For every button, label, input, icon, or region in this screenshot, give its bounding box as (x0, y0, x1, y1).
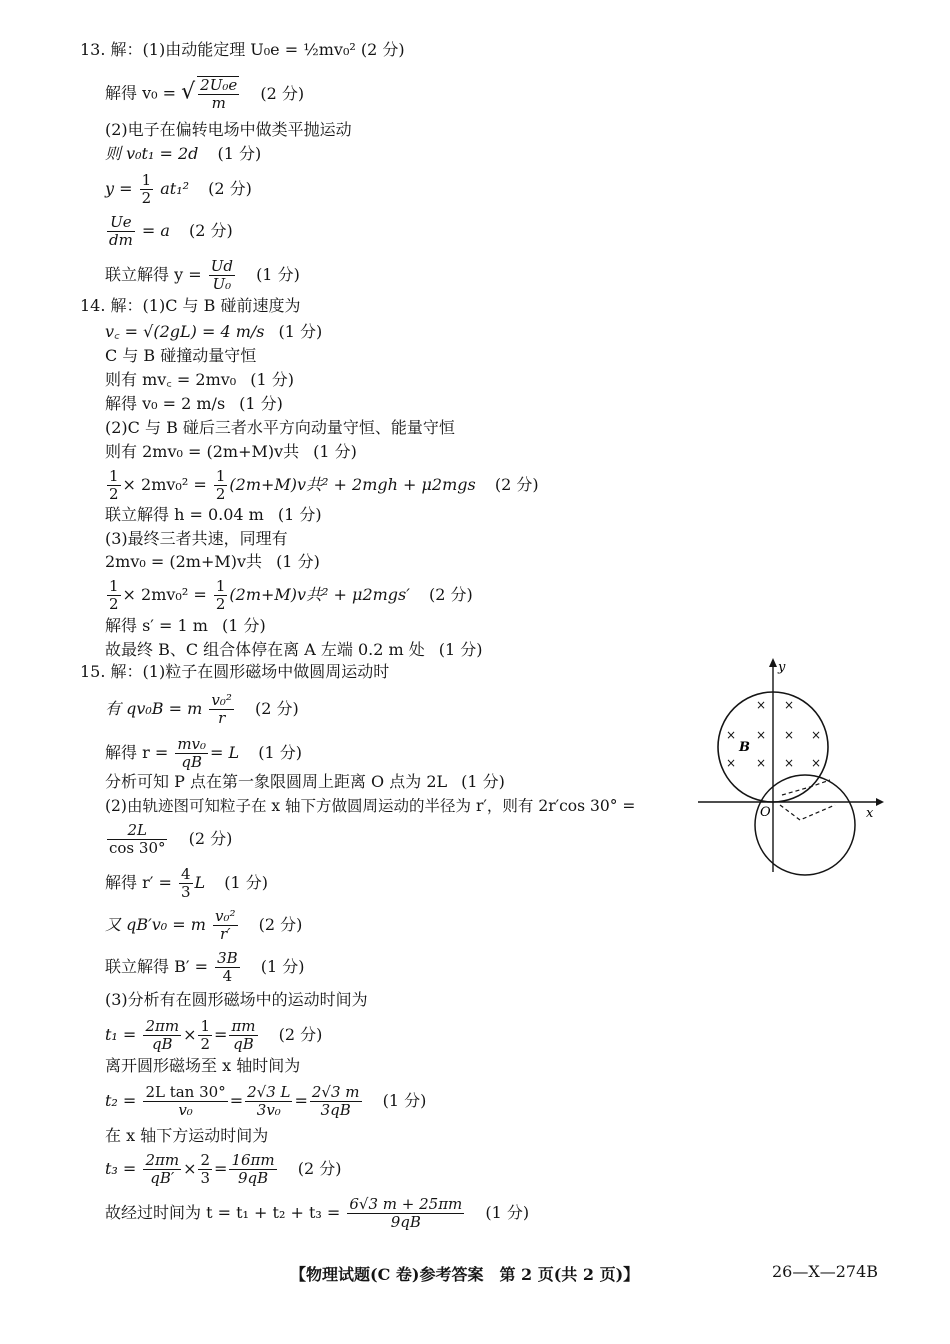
dashed-trajectory (782, 780, 830, 795)
q15-title: 15. 解：(1)粒子在圆形磁场中做圆周运动时 (80, 662, 390, 681)
q13-solve-v0: 解得 v₀ = √ $\frac{\text{2U₀e}}{m}$ (2 分) (105, 76, 305, 112)
q15-b-prime: 联立解得 B′ = $\frac{3B}{4}$ (1 分) (105, 949, 305, 985)
q15-r: 解得 r = $\frac{\text{mv₀}}{qB}$ = L (1 分) (105, 735, 303, 771)
q14-final: 故最终 B、C 组合体停在离 A 左端 0.2 m 处 (1 分) (105, 640, 483, 659)
cross-mark: × (811, 728, 822, 742)
cross-mark: × (726, 756, 737, 770)
lower-trajectory-circle (755, 775, 855, 875)
q15-total-time: 故经过时间为 t = t₁ + t₂ + t₃ = $\frac{6√3 m + 25\pi m}{9qB}$ (1 分) (105, 1195, 530, 1231)
q15-leave-field: 离开圆形磁场至 x 轴时间为 (105, 1056, 301, 1075)
q13-eq-ue: $\frac{Ue}{dm}$ = a (2 分) (109, 213, 233, 249)
cross-mark: × (811, 756, 822, 770)
cross-mark: × (756, 728, 767, 742)
y-axis-label: y (778, 660, 786, 675)
q14-s: 解得 s′ = 1 m (1 分) (105, 616, 266, 635)
q15-t1: t₁ = $\frac{2\pi m}{qB}$ × $\frac{1}{2}$ = $\frac{\pi m}{qB}$ (2 分) (105, 1017, 323, 1053)
sqrt-fraction: $\frac{\text{2U₀e}}{m}$ (197, 76, 239, 112)
q14-title: 14. 解：(1)C 与 B 碰前速度为 (80, 296, 301, 315)
y-axis-arrow (769, 658, 777, 667)
trajectory-diagram (690, 655, 890, 880)
q13-line-1: 13. 解：(1)由动能定理 U₀e = ½mv₀² (2 分) (80, 40, 405, 59)
x-axis-arrow (876, 798, 884, 806)
cross-mark: × (726, 728, 737, 742)
q14-energy2: $\frac{1}{2}$ × 2mv₀² = $\frac{1}{2}$ (2m+M)v共² + μ2mgs′ (2 分) (109, 577, 473, 613)
q13-final: 联立解得 y = $\frac{Ud}{\text{U₀}}$ (1 分) (105, 257, 300, 293)
cross-mark: × (784, 756, 795, 770)
q15-part2: (2)由轨迹图可知粒子在 x 轴下方做圆周运动的半径为 r′，则有 2r′cos 30° = (105, 797, 636, 815)
q15-part2-rhs: $\frac{2L}{\cos 30^\circ}$ (2 分) (109, 821, 233, 857)
q15-part3: (3)分析有在圆形磁场中的运动时间为 (105, 990, 368, 1009)
origin-label: O (760, 805, 771, 820)
cross-mark: × (784, 728, 795, 742)
q14-energy: $\frac{1}{2}$ × 2mv₀² = $\frac{1}{2}$ (2m+M)v共² + 2mgh + μ2mgs (2 分) (109, 467, 539, 503)
x-axis-label: x (866, 806, 874, 821)
footer-title: 【物理试题(C 卷)参考答案 第 2 页(共 2 页)】 (290, 1265, 640, 1284)
q13-eq-vt: 则 v₀t₁ = 2d (1 分) (105, 144, 262, 163)
q13-part2-title: (2)电子在偏转电场中做类平抛运动 (105, 120, 352, 139)
q14-conservation: C 与 B 碰撞动量守恒 (105, 346, 257, 365)
dashed-radius (780, 805, 835, 820)
q15-p-position: 分析可知 P 点在第一象限圆周上距离 O 点为 2L (1 分) (105, 772, 505, 791)
q15-t3: t₃ = $\frac{2\pi m}{qB'}$ × $\frac{2}{3}$ = $\frac{16\pi m}{9qB}$ (2 分) (105, 1151, 342, 1187)
q14-momentum: 则有 mv꜀ = 2mv₀ (1 分) (105, 370, 294, 389)
q14-h: 联立解得 h = 0.04 m (1 分) (105, 505, 322, 524)
q15-force2: 又 qB′v₀ = m $\frac{\text{v₀²}}{r'}$ (2 分) (105, 907, 303, 943)
q15-r-prime: 解得 r′ = $\frac{4}{3}$ L (1 分) (105, 865, 268, 901)
footer-code: 26—X—274B (772, 1262, 879, 1281)
cross-mark: × (756, 756, 767, 770)
q14-momentum2: 则有 2mv₀ = (2m+M)v共 (1 分) (105, 442, 357, 461)
field-label: B (739, 740, 750, 755)
q14-part2: (2)C 与 B 碰后三者水平方向动量守恒、能量守恒 (105, 418, 455, 437)
q14-vc: v꜀ = √(2gL) = 4 m/s (1 分) (105, 322, 323, 341)
q15-t2: t₂ = $\frac{\text{2L tan 30°}}{\text{v₀}}$ = $\frac{2√3 L}{\text{3v₀}}$ = $\frac{2√3 m}{3qB}$ (1 分) (105, 1083, 427, 1119)
cross-mark: × (756, 698, 767, 712)
q14-momentum3: 2mv₀ = (2m+M)v共 (1 分) (105, 552, 320, 571)
q15-below-axis: 在 x 轴下方运动时间为 (105, 1126, 269, 1145)
q15-force: 有 qv₀B = m $\frac{\text{v₀²}}{r}$ (2 分) (105, 691, 299, 727)
q14-v0: 解得 v₀ = 2 m/s (1 分) (105, 394, 283, 413)
q14-part3: (3)最终三者共速，同理有 (105, 529, 288, 548)
q13-eq-y: y = $\frac{1}{2}$ at₁² (2 分) (105, 171, 252, 207)
cross-mark: × (784, 698, 795, 712)
